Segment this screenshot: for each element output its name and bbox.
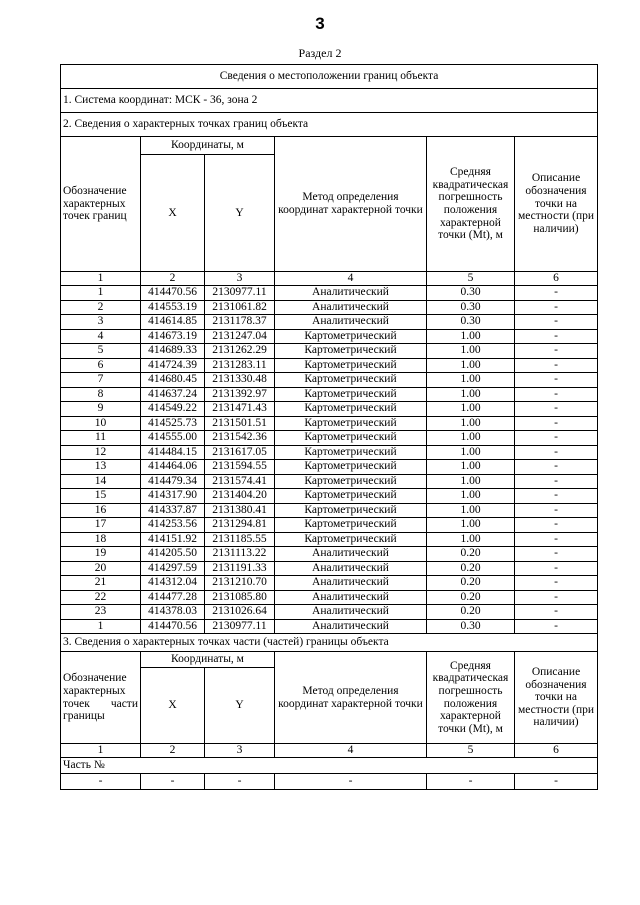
header-row-1 bbox=[61, 137, 598, 155]
point-number: 20 bbox=[61, 561, 141, 576]
coord-x: 414470.56 bbox=[141, 286, 205, 301]
part-cell: - bbox=[141, 774, 205, 790]
header-coords: Координаты, м bbox=[141, 137, 275, 155]
point-number: 23 bbox=[61, 605, 141, 620]
method: Аналитический bbox=[275, 300, 427, 315]
method: Картометрический bbox=[275, 532, 427, 547]
coord-x: 414297.59 bbox=[141, 561, 205, 576]
description: - bbox=[515, 503, 598, 518]
column-number: 2 bbox=[141, 272, 205, 286]
table-row bbox=[61, 329, 598, 344]
description: - bbox=[515, 358, 598, 373]
description: - bbox=[515, 445, 598, 460]
coord-x: 414484.15 bbox=[141, 445, 205, 460]
point-number: 1 bbox=[61, 286, 141, 301]
coord-x: 414317.90 bbox=[141, 489, 205, 504]
description: - bbox=[515, 373, 598, 388]
coord-x: 414689.33 bbox=[141, 344, 205, 359]
coord-y: 2131191.33 bbox=[205, 561, 275, 576]
point-number: 14 bbox=[61, 474, 141, 489]
coord-y: 2131283.11 bbox=[205, 358, 275, 373]
method: Аналитический bbox=[275, 286, 427, 301]
accuracy: 0.30 bbox=[427, 315, 515, 330]
coord-x: 414724.39 bbox=[141, 358, 205, 373]
header-description: Описание обозначения точки на местности (при наличии) bbox=[515, 137, 598, 272]
coord-y: 2130977.11 bbox=[205, 286, 275, 301]
point-number: 13 bbox=[61, 460, 141, 475]
part-cell: - bbox=[61, 774, 141, 790]
point-number: 3 bbox=[61, 315, 141, 330]
table-row bbox=[61, 402, 598, 417]
accuracy: 1.00 bbox=[427, 358, 515, 373]
point-number: 11 bbox=[61, 431, 141, 446]
description: - bbox=[515, 431, 598, 446]
coord-y: 2131262.29 bbox=[205, 344, 275, 359]
coord-x: 414464.06 bbox=[141, 460, 205, 475]
part-column-number: 5 bbox=[427, 744, 515, 758]
coord-x: 414205.50 bbox=[141, 547, 205, 562]
table-row bbox=[61, 445, 598, 460]
coord-y: 2131404.20 bbox=[205, 489, 275, 504]
part-column-number: 6 bbox=[515, 744, 598, 758]
method: Аналитический bbox=[275, 590, 427, 605]
part-header-coords: Координаты, м bbox=[141, 652, 275, 668]
point-number: 10 bbox=[61, 416, 141, 431]
header-method: Метод определения координат характерной точки bbox=[275, 137, 427, 272]
description: - bbox=[515, 532, 598, 547]
accuracy: 1.00 bbox=[427, 373, 515, 388]
description: - bbox=[515, 344, 598, 359]
method: Картометрический bbox=[275, 373, 427, 388]
coord-x: 414470.56 bbox=[141, 619, 205, 634]
accuracy: 0.20 bbox=[427, 590, 515, 605]
method: Картометрический bbox=[275, 518, 427, 533]
method: Картометрический bbox=[275, 460, 427, 475]
coord-y: 2131471.43 bbox=[205, 402, 275, 417]
coord-x: 414680.45 bbox=[141, 373, 205, 388]
table-row bbox=[61, 286, 598, 301]
description: - bbox=[515, 460, 598, 475]
coord-y: 2131026.64 bbox=[205, 605, 275, 620]
description: - bbox=[515, 416, 598, 431]
method: Аналитический bbox=[275, 605, 427, 620]
header-x: X bbox=[141, 155, 205, 272]
point-number: 5 bbox=[61, 344, 141, 359]
description: - bbox=[515, 387, 598, 402]
point-number: 16 bbox=[61, 503, 141, 518]
method: Картометрический bbox=[275, 344, 427, 359]
table-row bbox=[61, 373, 598, 388]
part-column-number: 4 bbox=[275, 744, 427, 758]
coord-x: 414253.56 bbox=[141, 518, 205, 533]
points-title: 2. Сведения о характерных точках границ объекта bbox=[61, 113, 598, 137]
accuracy: 1.00 bbox=[427, 416, 515, 431]
description: - bbox=[515, 576, 598, 591]
column-number: 1 bbox=[61, 272, 141, 286]
coord-x: 414549.22 bbox=[141, 402, 205, 417]
accuracy: 1.00 bbox=[427, 387, 515, 402]
table-row bbox=[61, 547, 598, 562]
table-row bbox=[61, 474, 598, 489]
coord-x: 414312.04 bbox=[141, 576, 205, 591]
table-title-row bbox=[61, 65, 598, 89]
table-row bbox=[61, 358, 598, 373]
method: Картометрический bbox=[275, 329, 427, 344]
method: Картометрический bbox=[275, 503, 427, 518]
method: Аналитический bbox=[275, 561, 427, 576]
point-number: 6 bbox=[61, 358, 141, 373]
description: - bbox=[515, 300, 598, 315]
coord-y: 2131113.22 bbox=[205, 547, 275, 562]
accuracy: 1.00 bbox=[427, 402, 515, 417]
accuracy: 0.30 bbox=[427, 286, 515, 301]
accuracy: 0.20 bbox=[427, 576, 515, 591]
coord-y: 2131594.55 bbox=[205, 460, 275, 475]
coord-x: 414477.28 bbox=[141, 590, 205, 605]
method: Картометрический bbox=[275, 402, 427, 417]
accuracy: 0.20 bbox=[427, 561, 515, 576]
column-number: 6 bbox=[515, 272, 598, 286]
accuracy: 0.20 bbox=[427, 547, 515, 562]
table-row bbox=[61, 503, 598, 518]
part-label-row bbox=[61, 758, 598, 774]
column-number: 5 bbox=[427, 272, 515, 286]
coord-system: 1. Система координат: МСК - 36, зона 2 bbox=[61, 89, 598, 113]
table-row bbox=[61, 561, 598, 576]
header-accuracy: Средняя квадратическая погрешность положения характерной точки (Mt), м bbox=[427, 137, 515, 272]
table-row bbox=[61, 416, 598, 431]
method: Аналитический bbox=[275, 619, 427, 634]
header-y: Y bbox=[205, 155, 275, 272]
point-number: 4 bbox=[61, 329, 141, 344]
description: - bbox=[515, 518, 598, 533]
table-title: Сведения о местоположении границ объекта bbox=[61, 65, 598, 89]
table-row bbox=[61, 431, 598, 446]
accuracy: 1.00 bbox=[427, 344, 515, 359]
coord-y: 2131061.82 bbox=[205, 300, 275, 315]
description: - bbox=[515, 547, 598, 562]
method: Картометрический bbox=[275, 431, 427, 446]
coord-y: 2131501.51 bbox=[205, 416, 275, 431]
point-number: 9 bbox=[61, 402, 141, 417]
coord-x: 414555.00 bbox=[141, 431, 205, 446]
table-row bbox=[61, 619, 598, 634]
coord-y: 2130977.11 bbox=[205, 619, 275, 634]
page-number: 3 bbox=[315, 14, 325, 33]
method: Картометрический bbox=[275, 416, 427, 431]
description: - bbox=[515, 315, 598, 330]
point-number: 22 bbox=[61, 590, 141, 605]
table-row bbox=[61, 605, 598, 620]
point-number: 18 bbox=[61, 532, 141, 547]
points-title-row bbox=[61, 113, 598, 137]
description: - bbox=[515, 489, 598, 504]
accuracy: 1.00 bbox=[427, 503, 515, 518]
point-number: 2 bbox=[61, 300, 141, 315]
part-column-number: 1 bbox=[61, 744, 141, 758]
method: Картометрический bbox=[275, 445, 427, 460]
point-number: 15 bbox=[61, 489, 141, 504]
description: - bbox=[515, 619, 598, 634]
table-row bbox=[61, 576, 598, 591]
point-number: 19 bbox=[61, 547, 141, 562]
accuracy: 1.00 bbox=[427, 474, 515, 489]
part-column-number: 3 bbox=[205, 744, 275, 758]
part-column-numbers-row bbox=[61, 744, 598, 758]
coord-y: 2131617.05 bbox=[205, 445, 275, 460]
part-header-row-1 bbox=[61, 652, 598, 668]
coord-x: 414553.19 bbox=[141, 300, 205, 315]
description: - bbox=[515, 605, 598, 620]
part-header-description: Описание обозначения точки на местности (при наличии) bbox=[515, 652, 598, 744]
point-number: 12 bbox=[61, 445, 141, 460]
coord-x: 414337.87 bbox=[141, 503, 205, 518]
point-number: 8 bbox=[61, 387, 141, 402]
accuracy: 0.20 bbox=[427, 605, 515, 620]
coord-system-row bbox=[61, 89, 598, 113]
coord-y: 2131210.70 bbox=[205, 576, 275, 591]
part-section-title-row bbox=[61, 634, 598, 652]
coord-y: 2131392.97 bbox=[205, 387, 275, 402]
coord-y: 2131185.55 bbox=[205, 532, 275, 547]
method: Картометрический bbox=[275, 387, 427, 402]
coord-x: 414479.34 bbox=[141, 474, 205, 489]
accuracy: 0.30 bbox=[427, 619, 515, 634]
part-empty-row bbox=[61, 774, 598, 790]
coord-y: 2131178.37 bbox=[205, 315, 275, 330]
column-numbers-row bbox=[61, 272, 598, 286]
coord-x: 414637.24 bbox=[141, 387, 205, 402]
method: Аналитический bbox=[275, 315, 427, 330]
method: Аналитический bbox=[275, 576, 427, 591]
method: Картометрический bbox=[275, 489, 427, 504]
table-row bbox=[61, 489, 598, 504]
point-number: 1 bbox=[61, 619, 141, 634]
table-row bbox=[61, 315, 598, 330]
table-row bbox=[61, 300, 598, 315]
description: - bbox=[515, 329, 598, 344]
part-section-title: 3. Сведения о характерных точках части (частей) границы объекта bbox=[61, 634, 598, 652]
table-row bbox=[61, 460, 598, 475]
column-number: 4 bbox=[275, 272, 427, 286]
description: - bbox=[515, 590, 598, 605]
accuracy: 0.30 bbox=[427, 300, 515, 315]
part-cell: - bbox=[205, 774, 275, 790]
description: - bbox=[515, 561, 598, 576]
table-row bbox=[61, 518, 598, 533]
table-row bbox=[61, 387, 598, 402]
method: Картометрический bbox=[275, 358, 427, 373]
accuracy: 1.00 bbox=[427, 460, 515, 475]
accuracy: 1.00 bbox=[427, 445, 515, 460]
accuracy: 1.00 bbox=[427, 532, 515, 547]
description: - bbox=[515, 286, 598, 301]
part-column-number: 2 bbox=[141, 744, 205, 758]
table-row bbox=[61, 344, 598, 359]
part-header-method: Метод определения координат характерной точки bbox=[275, 652, 427, 744]
coord-y: 2131574.41 bbox=[205, 474, 275, 489]
table-row bbox=[61, 590, 598, 605]
boundaries-table bbox=[60, 64, 598, 790]
description: - bbox=[515, 474, 598, 489]
coord-y: 2131542.36 bbox=[205, 431, 275, 446]
part-cell: - bbox=[275, 774, 427, 790]
coord-y: 2131085.80 bbox=[205, 590, 275, 605]
coord-x: 414614.85 bbox=[141, 315, 205, 330]
part-header-y: Y bbox=[205, 668, 275, 744]
part-label: Часть № bbox=[61, 758, 598, 774]
description: - bbox=[515, 402, 598, 417]
coord-y: 2131294.81 bbox=[205, 518, 275, 533]
part-header-x: X bbox=[141, 668, 205, 744]
part-header-accuracy: Средняя квадратическая погрешность положения характерной точки (Mt), м bbox=[427, 652, 515, 744]
coord-y: 2131380.41 bbox=[205, 503, 275, 518]
point-number: 17 bbox=[61, 518, 141, 533]
section-title: Раздел 2 bbox=[298, 46, 342, 60]
coord-y: 2131330.48 bbox=[205, 373, 275, 388]
part-cell: - bbox=[515, 774, 598, 790]
part-header-designation: Обозначение характерных точек части границы bbox=[61, 652, 141, 744]
coord-x: 414151.92 bbox=[141, 532, 205, 547]
method: Аналитический bbox=[275, 547, 427, 562]
accuracy: 1.00 bbox=[427, 489, 515, 504]
accuracy: 1.00 bbox=[427, 518, 515, 533]
point-number: 7 bbox=[61, 373, 141, 388]
header-designation: Обозначение характерных точек границ bbox=[61, 137, 141, 272]
column-number: 3 bbox=[205, 272, 275, 286]
method: Картометрический bbox=[275, 474, 427, 489]
coord-y: 2131247.04 bbox=[205, 329, 275, 344]
coord-x: 414378.03 bbox=[141, 605, 205, 620]
coord-x: 414525.73 bbox=[141, 416, 205, 431]
table-row bbox=[61, 532, 598, 547]
accuracy: 1.00 bbox=[427, 431, 515, 446]
accuracy: 1.00 bbox=[427, 329, 515, 344]
point-number: 21 bbox=[61, 576, 141, 591]
coord-x: 414673.19 bbox=[141, 329, 205, 344]
part-cell: - bbox=[427, 774, 515, 790]
